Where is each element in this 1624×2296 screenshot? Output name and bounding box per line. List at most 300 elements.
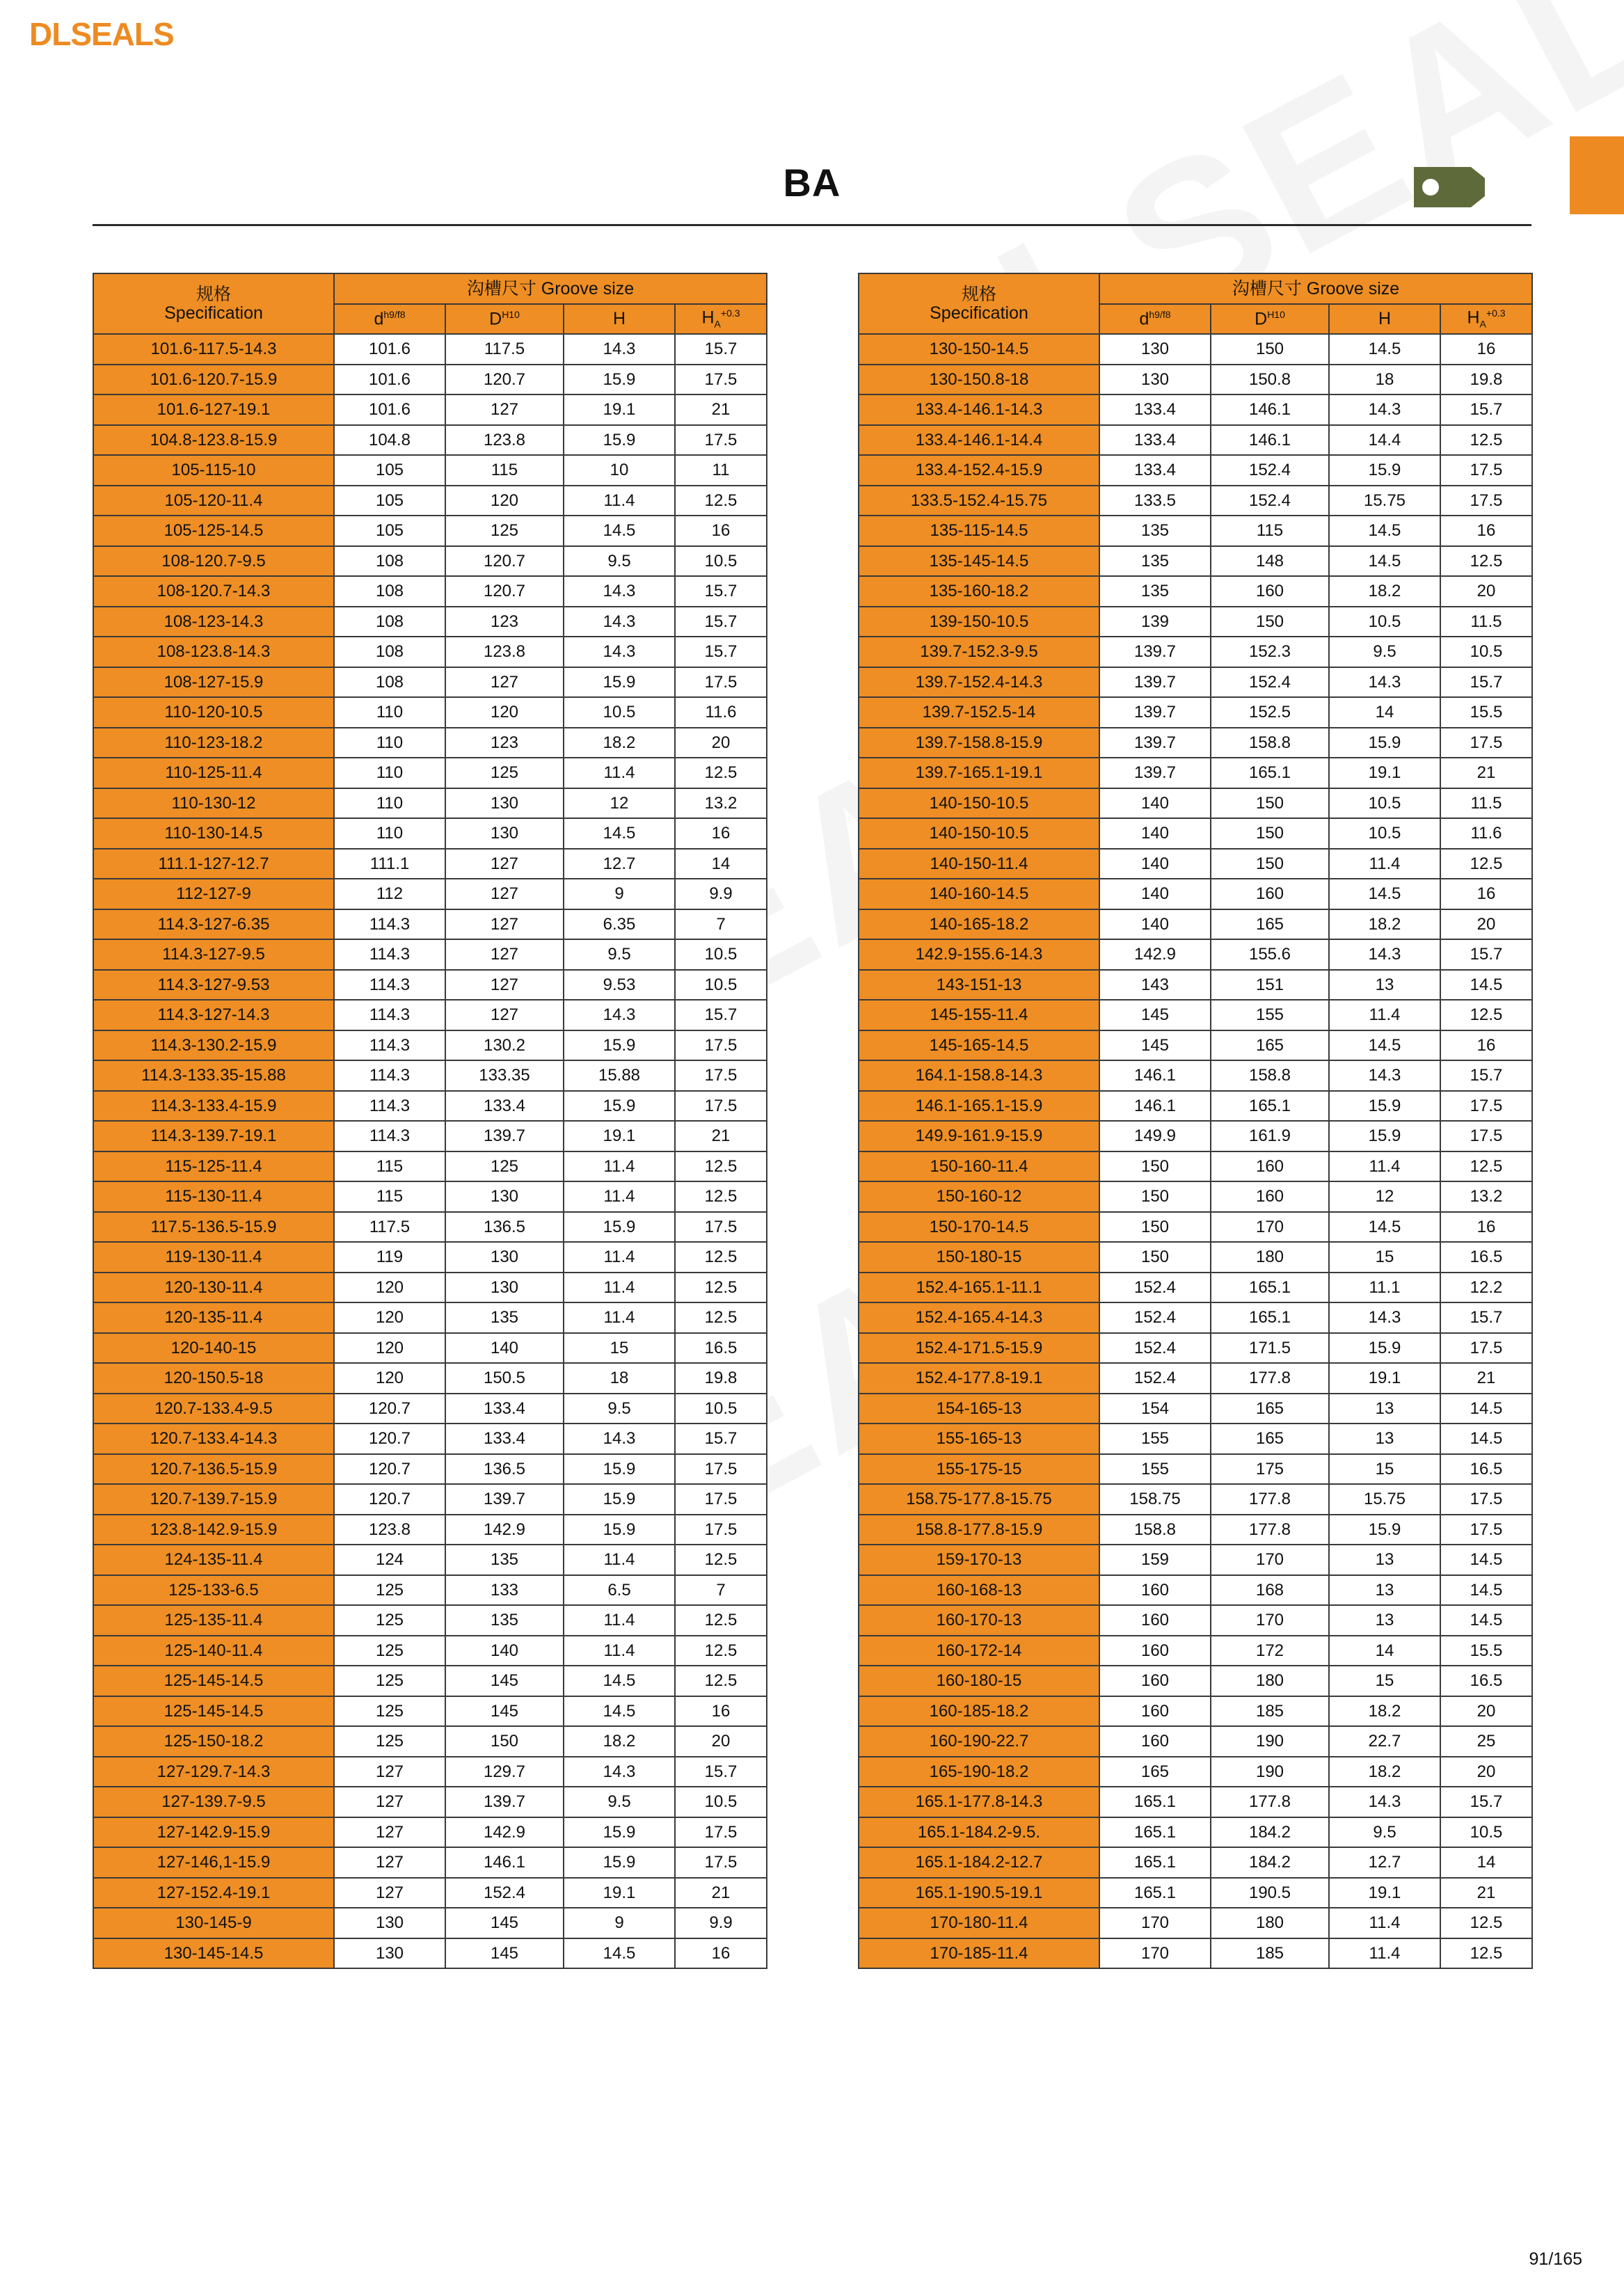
cell-d: 139.7 [1099,667,1211,698]
cell-d: 150 [1099,1242,1211,1273]
table-row [93,697,767,728]
cell-d: 154 [1099,1394,1211,1424]
cell-HA: 17.5 [675,1030,767,1061]
cell-D: 160 [1211,1181,1329,1212]
table-row [859,939,1532,970]
cell-d: 152.4 [1099,1302,1211,1333]
cell-specification: 114.3-127-9.5 [93,939,334,970]
cell-H: 15 [564,1333,675,1364]
cell-specification: 152.4-177.8-19.1 [859,1363,1099,1394]
cell-H: 15.75 [1329,486,1440,516]
cell-H: 9.5 [564,1787,675,1817]
cell-d: 101.6 [334,394,445,425]
cell-specification: 108-120.7-9.5 [93,546,334,577]
cell-HA: 19.8 [675,1363,767,1394]
table-row [93,1030,767,1061]
cell-D: 165.1 [1211,1091,1329,1122]
table-row [93,1424,767,1454]
cell-specification: 125-150-18.2 [93,1726,334,1757]
cell-d: 110 [334,728,445,758]
cell-d: 150 [1099,1181,1211,1212]
cell-HA: 12.5 [675,1181,767,1212]
cell-HA: 17.5 [675,365,767,395]
cell-D: 152.4 [1211,667,1329,698]
cell-specification: 110-130-14.5 [93,818,334,849]
header-specification-cn: 规格 [961,285,996,305]
cell-HA: 14.5 [1440,1605,1532,1636]
cell-D: 123.8 [445,637,564,667]
cell-H: 11.4 [564,1151,675,1182]
cell-D: 130 [445,1242,564,1273]
table-row [859,879,1532,909]
cell-HA: 16.5 [1440,1242,1532,1273]
cell-specification: 114.3-127-14.3 [93,1000,334,1030]
cell-d: 110 [334,758,445,788]
header-D: $D^{H10}$ [1211,304,1329,335]
table-row [859,637,1532,667]
cell-specification: 139.7-152.3-9.5 [859,637,1099,667]
cell-specification: 140-150-10.5 [859,818,1099,849]
table-row [859,1121,1532,1151]
cell-HA: 10.5 [675,1394,767,1424]
cell-d: 145 [1099,1030,1211,1061]
cell-D: 145 [445,1696,564,1727]
cell-H: 13 [1329,1424,1440,1454]
table-row [93,909,767,940]
table-row [93,516,767,546]
table-row [859,1424,1532,1454]
page-title: BA [783,161,841,205]
cell-specification: 145-165-14.5 [859,1030,1099,1061]
cell-D: 145 [445,1666,564,1696]
cell-d: 160 [1099,1666,1211,1696]
table-row [93,1454,767,1485]
table-row [93,1575,767,1606]
cell-specification: 120.7-136.5-15.9 [93,1454,334,1485]
table-row [93,1908,767,1938]
cell-H: 14.5 [564,1666,675,1696]
cell-d: 140 [1099,849,1211,879]
cell-specification: 170-180-11.4 [859,1908,1099,1938]
cell-d: 142.9 [1099,939,1211,970]
cell-specification: 165.1-184.2-12.7 [859,1847,1099,1878]
cell-d: 146.1 [1099,1060,1211,1091]
cell-d: 115 [334,1151,445,1182]
cell-D: 180 [1211,1908,1329,1938]
cell-H: 14.3 [1329,667,1440,698]
cell-d: 114.3 [334,1091,445,1122]
cell-HA: 20 [1440,1757,1532,1787]
cell-HA: 20 [1440,576,1532,607]
cell-H: 13 [1329,1545,1440,1575]
cell-D: 127 [445,879,564,909]
cell-H: 13 [1329,1575,1440,1606]
cell-HA: 21 [1440,1878,1532,1908]
table-row [93,849,767,879]
cell-H: 15.9 [564,425,675,456]
cell-HA: 21 [1440,1363,1532,1394]
table-row [859,455,1532,486]
cell-HA: 16.5 [675,1333,767,1364]
cell-D: 150 [1211,849,1329,879]
cell-H: 14.5 [564,818,675,849]
cell-d: 140 [1099,879,1211,909]
table-row [93,1121,767,1151]
cell-H: 18 [1329,365,1440,395]
cell-D: 150 [1211,818,1329,849]
table-row [859,697,1532,728]
cell-D: 139.7 [445,1484,564,1515]
table-row [93,728,767,758]
cell-H: 9.5 [1329,1817,1440,1848]
cell-HA: 17.5 [1440,455,1532,486]
table-row [93,1817,767,1848]
table-row [859,758,1532,788]
cell-d: 130 [334,1908,445,1938]
cell-specification: 130-150-14.5 [859,334,1099,365]
cell-D: 125 [445,1151,564,1182]
cell-d: 105 [334,455,445,486]
cell-specification: 139.7-165.1-19.1 [859,758,1099,788]
cell-specification: 124-135-11.4 [93,1545,334,1575]
cell-specification: 150-180-15 [859,1242,1099,1273]
cell-D: 130 [445,818,564,849]
table-row [93,758,767,788]
cell-specification: 154-165-13 [859,1394,1099,1424]
cell-D: 170 [1211,1605,1329,1636]
cell-d: 139.7 [1099,758,1211,788]
cell-HA: 11.5 [1440,788,1532,819]
cell-D: 130 [445,1181,564,1212]
cell-specification: 110-123-18.2 [93,728,334,758]
cell-specification: 127-146,1-15.9 [93,1847,334,1878]
cell-d: 123.8 [334,1515,445,1545]
cell-H: 15.75 [1329,1484,1440,1515]
cell-HA: 10.5 [675,939,767,970]
cell-specification: 152.4-165.1-11.1 [859,1273,1099,1303]
cell-H: 11.4 [564,1242,675,1273]
cell-d: 150 [1099,1212,1211,1243]
cell-specification: 160-170-13 [859,1605,1099,1636]
header-H: H [1329,304,1440,335]
cell-specification: 139.7-158.8-15.9 [859,728,1099,758]
cell-HA: 10.5 [1440,1817,1532,1848]
cell-specification: 120-140-15 [93,1333,334,1364]
cell-H: 14.3 [1329,1060,1440,1091]
cell-H: 19.1 [564,1878,675,1908]
cell-HA: 14.5 [1440,1424,1532,1454]
cell-HA: 21 [1440,758,1532,788]
cell-d: 133.5 [1099,486,1211,516]
cell-D: 165 [1211,1424,1329,1454]
table-row [93,1938,767,1969]
cell-specification: 145-155-11.4 [859,1000,1099,1030]
cell-D: 152.5 [1211,697,1329,728]
cell-HA: 12.5 [675,1666,767,1696]
cell-specification: 140-150-10.5 [859,788,1099,819]
table-row [93,1302,767,1333]
cell-D: 165.1 [1211,1273,1329,1303]
cell-D: 177.8 [1211,1787,1329,1817]
cell-d: 110 [334,788,445,819]
cell-D: 127 [445,909,564,940]
cell-d: 108 [334,607,445,637]
cell-HA: 17.5 [675,1454,767,1485]
cell-D: 177.8 [1211,1484,1329,1515]
cell-H: 11.4 [564,1273,675,1303]
cell-HA: 19.8 [1440,365,1532,395]
cell-d: 120 [334,1273,445,1303]
cell-specification: 125-145-14.5 [93,1666,334,1696]
cell-d: 170 [1099,1938,1211,1969]
cell-D: 165 [1211,1030,1329,1061]
cell-HA: 20 [675,1726,767,1757]
cell-specification: 108-120.7-14.3 [93,576,334,607]
cell-H: 15 [1329,1454,1440,1485]
cell-d: 114.3 [334,1060,445,1091]
cell-H: 19.1 [564,394,675,425]
cell-D: 158.8 [1211,728,1329,758]
cell-d: 127 [334,1878,445,1908]
cell-D: 133.4 [445,1424,564,1454]
table-row [859,516,1532,546]
cell-d: 114.3 [334,1121,445,1151]
table-row [93,394,767,425]
cell-HA: 25 [1440,1726,1532,1757]
cell-specification: 125-135-11.4 [93,1605,334,1636]
cell-HA: 16 [1440,334,1532,365]
table-row [859,1484,1532,1515]
cell-specification: 160-190-22.7 [859,1726,1099,1757]
cell-D: 184.2 [1211,1847,1329,1878]
header-specification-cn: 规格 [196,285,231,305]
cell-HA: 14.5 [1440,1575,1532,1606]
cell-H: 15.9 [1329,1121,1440,1151]
cell-d: 120.7 [334,1424,445,1454]
table-row [859,849,1532,879]
cell-H: 11.4 [564,1605,675,1636]
table-row [93,788,767,819]
cell-D: 127 [445,667,564,698]
cell-HA: 17.5 [675,667,767,698]
cell-d: 145 [1099,1000,1211,1030]
cell-D: 190.5 [1211,1878,1329,1908]
cell-specification: 101.6-120.7-15.9 [93,365,334,395]
cell-D: 150 [1211,788,1329,819]
cell-H: 14.5 [564,516,675,546]
cell-H: 9.5 [564,1394,675,1424]
cell-D: 165 [1211,1394,1329,1424]
cell-H: 15.88 [564,1060,675,1091]
cell-H: 15.9 [564,1847,675,1878]
table-row [93,879,767,909]
table-row [859,1181,1532,1212]
cell-specification: 115-125-11.4 [93,1151,334,1182]
cell-d: 120.7 [334,1394,445,1424]
cell-H: 12 [1329,1181,1440,1212]
table-row [859,425,1532,456]
cell-H: 15.9 [564,1817,675,1848]
cell-D: 127 [445,970,564,1000]
cell-specification: 135-115-14.5 [859,516,1099,546]
cell-HA: 16 [675,1938,767,1969]
cell-HA: 15.7 [1440,667,1532,698]
table-row [93,667,767,698]
cell-D: 133.4 [445,1091,564,1122]
cell-HA: 15.5 [1440,697,1532,728]
cell-D: 160 [1211,879,1329,909]
cell-D: 180 [1211,1666,1329,1696]
cell-specification: 133.5-152.4-15.75 [859,486,1099,516]
cell-D: 135 [445,1302,564,1333]
table-row [859,1696,1532,1727]
table-row [859,728,1532,758]
cell-d: 130 [1099,365,1211,395]
cell-d: 110 [334,818,445,849]
cell-d: 104.8 [334,425,445,456]
cell-d: 120.7 [334,1484,445,1515]
spec-table-left [93,273,767,1969]
cell-d: 159 [1099,1545,1211,1575]
cell-d: 130 [334,1938,445,1969]
cell-H: 14.3 [564,576,675,607]
cell-H: 12.7 [564,849,675,879]
table-row [93,486,767,516]
cell-HA: 17.5 [675,1060,767,1091]
cell-HA: 14.5 [1440,970,1532,1000]
cell-H: 9.5 [564,939,675,970]
cell-specification: 165-190-18.2 [859,1757,1099,1787]
header-groove-size: 沟槽尺寸 Groove size [334,273,767,304]
cell-d: 110 [334,697,445,728]
cell-D: 127 [445,394,564,425]
cell-D: 152.3 [1211,637,1329,667]
cell-d: 140 [1099,818,1211,849]
cell-D: 115 [445,455,564,486]
title-divider [93,224,1531,226]
cell-d: 111.1 [334,849,445,879]
cell-HA: 17.5 [675,1091,767,1122]
table-row [859,788,1532,819]
cell-specification: 142.9-155.6-14.3 [859,939,1099,970]
cell-H: 10 [564,455,675,486]
cell-H: 6.35 [564,909,675,940]
cell-HA: 13.2 [1440,1181,1532,1212]
cell-HA: 10.5 [675,1787,767,1817]
cell-d: 125 [334,1605,445,1636]
table-row [93,1242,767,1273]
cell-H: 11.4 [564,486,675,516]
header-specification [93,273,334,334]
cell-D: 123 [445,728,564,758]
cell-D: 177.8 [1211,1515,1329,1545]
cell-specification: 123.8-142.9-15.9 [93,1515,334,1545]
cell-HA: 17.5 [1440,1121,1532,1151]
cell-HA: 12.5 [1440,849,1532,879]
cell-HA: 20 [1440,909,1532,940]
cell-d: 108 [334,637,445,667]
cell-H: 14.5 [1329,546,1440,577]
table-row [859,1726,1532,1757]
cell-D: 120 [445,486,564,516]
cell-d: 108 [334,546,445,577]
cell-HA: 15.7 [1440,1060,1532,1091]
table-row [859,818,1532,849]
cell-specification: 165.1-177.8-14.3 [859,1787,1099,1817]
cell-d: 155 [1099,1424,1211,1454]
table-row [93,546,767,577]
cell-H: 13 [1329,970,1440,1000]
cell-HA: 12.5 [675,1273,767,1303]
cell-HA: 17.5 [1440,1484,1532,1515]
cell-H: 14.3 [564,1000,675,1030]
header-d: $d^{h9/f8}$ [1099,304,1211,335]
cell-specification: 160-180-15 [859,1666,1099,1696]
cell-HA: 10.5 [675,546,767,577]
cell-H: 15.9 [1329,1333,1440,1364]
cell-d: 120 [334,1333,445,1364]
table-row [93,1878,767,1908]
cell-specification: 160-172-14 [859,1636,1099,1666]
cell-D: 190 [1211,1757,1329,1787]
cell-H: 11.4 [564,1302,675,1333]
cell-D: 152.4 [445,1878,564,1908]
cell-HA: 17.5 [675,1847,767,1878]
table-row [859,334,1532,365]
table-row [859,1847,1532,1878]
cell-d: 139 [1099,607,1211,637]
cell-D: 142.9 [445,1817,564,1848]
cell-D: 190 [1211,1726,1329,1757]
table-row [859,1212,1532,1243]
cell-d: 105 [334,486,445,516]
cell-HA: 12.5 [1440,1938,1532,1969]
cell-H: 14.3 [1329,1302,1440,1333]
cell-D: 139.7 [445,1787,564,1817]
header-specification-en: Specification [930,303,1028,323]
cell-specification: 165.1-190.5-19.1 [859,1878,1099,1908]
header-HA: $H_A^{+0.3}$ [1440,304,1532,335]
cell-H: 15.9 [564,1484,675,1515]
table-row [859,1151,1532,1182]
cell-specification: 170-185-11.4 [859,1938,1099,1969]
table-row [93,818,767,849]
cell-HA: 16 [1440,1030,1532,1061]
cell-HA: 11.6 [1440,818,1532,849]
cell-D: 123 [445,607,564,637]
cell-H: 15.9 [564,1212,675,1243]
header-specification-en: Specification [164,303,263,323]
table-row [859,1908,1532,1938]
table-row [93,637,767,667]
cell-d: 127 [334,1817,445,1848]
cell-HA: 11 [675,455,767,486]
cell-HA: 15.7 [675,334,767,365]
cell-d: 165.1 [1099,1817,1211,1848]
cell-H: 15.9 [564,1454,675,1485]
cell-H: 19.1 [1329,758,1440,788]
cell-specification: 108-127-15.9 [93,667,334,698]
table-row [859,576,1532,607]
cell-HA: 14 [1440,1847,1532,1878]
cell-D: 130.2 [445,1030,564,1061]
cell-d: 152.4 [1099,1273,1211,1303]
cell-specification: 127-129.7-14.3 [93,1757,334,1787]
cell-HA: 16 [675,818,767,849]
cell-D: 139.7 [445,1121,564,1151]
cell-H: 14.3 [564,1757,675,1787]
cell-H: 19.1 [1329,1363,1440,1394]
